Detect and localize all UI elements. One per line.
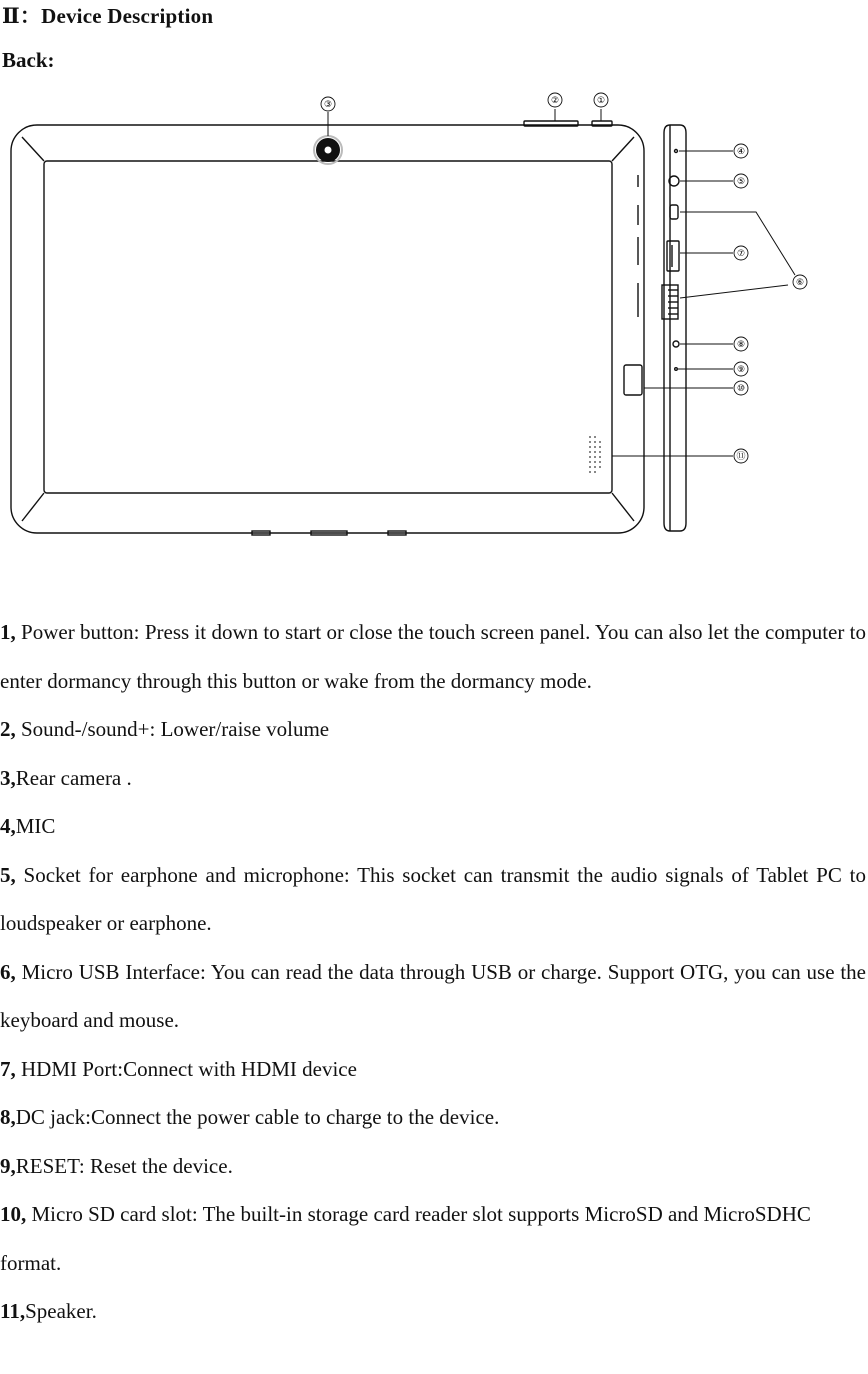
item-number: 2,: [0, 717, 16, 741]
callout-4-label: ④: [736, 147, 746, 157]
callout-8: [734, 337, 748, 351]
callout-7-label: ⑦: [736, 249, 746, 259]
camera-icon: [314, 136, 342, 164]
item-text: DC jack:Connect the power cable to charge to the device.: [15, 1105, 500, 1129]
callout-2: [548, 93, 562, 107]
item-text: Speaker.: [25, 1299, 97, 1323]
item-number: 10,: [0, 1202, 27, 1226]
callout-2-label: ②: [550, 96, 560, 106]
callout-11-label: ⑪: [736, 452, 746, 462]
tablet-body: [11, 121, 644, 535]
section-title: Ⅱ：Device Description: [2, 4, 214, 28]
list-item: [0, 1045, 866, 1094]
callout-3: [321, 97, 335, 111]
item-text: MIC: [15, 814, 56, 838]
list-item: [0, 608, 866, 705]
callout-10: [734, 381, 748, 395]
item-number: 1,: [0, 620, 16, 644]
callout-3-label: ③: [323, 100, 333, 110]
item-number: 7,: [0, 1056, 16, 1081]
item-text: Power button: Press it down to start or close the touch screen panel. You can also let the computer to enter dormancy through this button or wake from the dormancy mode.: [0, 620, 866, 693]
item-number: 11,: [0, 1299, 26, 1323]
speaker-grille-icon: [589, 436, 601, 473]
callout-9-label: ⑨: [736, 365, 746, 375]
item-text: Rear camera .: [15, 765, 132, 790]
feature-list: [0, 608, 866, 1336]
list-item: [0, 851, 866, 948]
item-text: HDMI Port:Connect with HDMI device: [15, 1056, 357, 1081]
callout-11: [734, 449, 748, 463]
item-text: RESET: Reset the device.: [15, 1153, 233, 1178]
item-text: Sound-/sound+: Lower/raise volume: [15, 717, 330, 741]
tablet-side-view: [662, 125, 686, 531]
callout-labels: [321, 93, 807, 463]
list-item: [0, 1190, 834, 1287]
item-text: Socket for earphone and microphone: This socket can transmit the audio signals of Tablet PC to loudspeaker or earphone.: [0, 862, 866, 935]
callout-5: [734, 174, 748, 188]
callout-6: [793, 275, 807, 289]
list-item: [0, 948, 866, 1045]
section-subtitle: Back:: [2, 48, 55, 72]
item-text: Micro SD card slot: The built-in storage card reader slot supports MicroSD and MicroSDHC format.: [0, 1202, 811, 1275]
callout-1-label: ①: [596, 96, 606, 106]
callout-7: [734, 246, 748, 260]
list-item: [0, 802, 866, 851]
callout-5-label: ⑤: [736, 177, 746, 187]
callout-10-label: ⑩: [736, 384, 746, 394]
item-number: 4,: [0, 814, 16, 838]
item-number: 8,: [0, 1105, 16, 1129]
callout-4: [734, 144, 748, 158]
item-number: 5,: [0, 862, 16, 887]
list-item: [0, 1287, 866, 1336]
callout-1: [594, 93, 608, 107]
item-number: 6,: [0, 959, 16, 984]
callout-6-label: ⑥: [795, 278, 805, 288]
callout-8-label: ⑧: [736, 340, 746, 350]
tablet-back-diagram: [0, 85, 868, 545]
list-item: [0, 754, 866, 803]
list-item: [0, 1093, 866, 1142]
list-item: [0, 705, 866, 754]
list-item: [0, 1142, 866, 1191]
item-number: 9,: [0, 1153, 16, 1178]
item-number: 3,: [0, 765, 16, 790]
callout-9: [734, 362, 748, 376]
item-text: Micro USB Interface: You can read the data through USB or charge. Support OTG, you can use the keyboard and mouse.: [0, 959, 866, 1032]
